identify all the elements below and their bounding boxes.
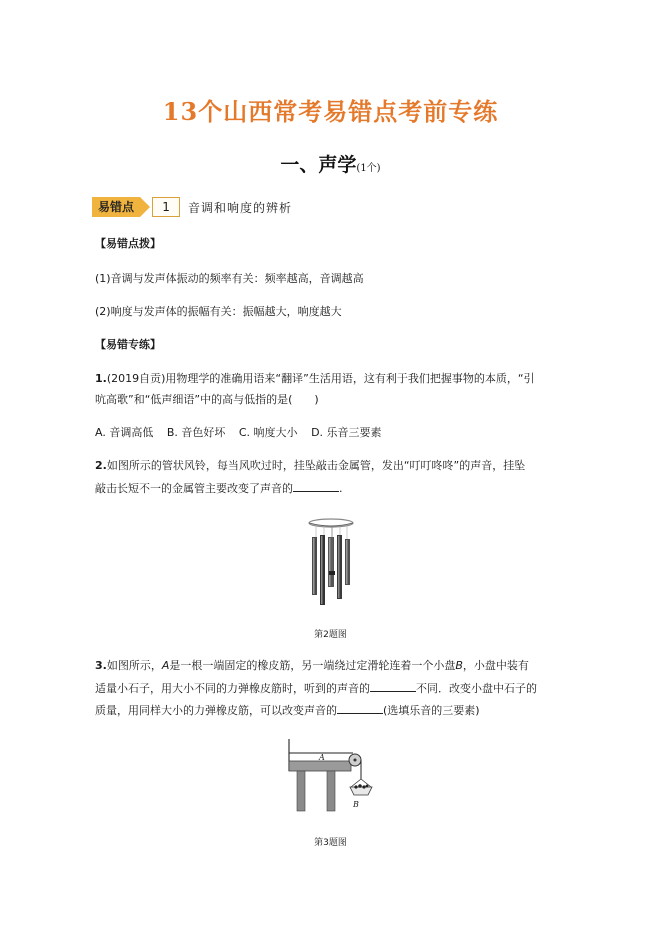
section-name: 一、声学 <box>280 154 357 176</box>
answer-blank <box>293 481 339 492</box>
section-title <box>0 150 661 177</box>
question-2-line-2: 敲击长短不一的金属管主要改变了声音的 . <box>95 482 343 495</box>
error-point-label: 易错点 <box>92 197 140 217</box>
question-3-line-3: 质量，用同样大小的力弹橡皮筋，可以改变声音的 (选填乐音的三要素) <box>95 704 480 717</box>
answer-blank <box>370 681 416 692</box>
question-3-line-1: 3.如图所示，A是一根一端固定的橡皮筋，另一端绕过定滑轮连着一个小盘B，小盘中装有 <box>95 659 529 672</box>
option-c: C. 响度大小 <box>238 426 298 439</box>
error-point-topic: 音调和响度的辨析 <box>188 200 293 215</box>
wind-chime-figure <box>306 515 356 610</box>
option-b: B. 音色好坏 <box>166 426 226 439</box>
question-3-line-2: 适量小石子，用大小不同的力弹橡皮筋时，听到的声音的 不同．改变小盘中石子的 <box>95 682 537 695</box>
question-2-number: 2. <box>95 459 107 472</box>
answer-blank <box>337 703 383 714</box>
question-2-line-1: 2.如图所示的管状风铃，每当风吹过时，挂坠敲击金属管，发出“叮叮咚咚”的声音，挂坠 <box>95 459 526 472</box>
tip-2: (2)响度与发声体的振幅有关：振幅越大，响度越大 <box>95 305 342 318</box>
error-point-badge <box>92 197 292 217</box>
tips-heading: 【易错点拨】 <box>95 237 161 250</box>
option-d: D. 乐音三要素 <box>311 426 382 439</box>
option-a: A. 音调高低 <box>95 426 154 439</box>
pulley-figure <box>287 737 377 813</box>
question-1-line-1: 1.(2019自贡)用物理学的准确用语来“翻译”生活用语，这有利于我们把握事物的本质，“引 <box>95 372 535 385</box>
label-a: A <box>319 753 325 762</box>
question-3-number: 3. <box>95 659 107 672</box>
figure-3-caption: 第3题图 <box>314 838 347 848</box>
badge-arrow-icon <box>140 197 150 217</box>
label-b: B <box>353 800 359 809</box>
question-1-options <box>95 426 392 440</box>
section-count: (1个) <box>356 163 381 174</box>
tip-1: (1)音调与发声体振动的频率有关：频率越高，音调越高 <box>95 272 364 285</box>
page-title: 13个山西常考易错点考前专练 <box>162 97 499 126</box>
question-1-line-2: 吭高歌”和“低声细语”中的高与低指的是( ) <box>95 393 319 406</box>
figure-2-caption: 第2题图 <box>314 630 347 640</box>
error-point-number: 1 <box>152 197 180 217</box>
question-1-number: 1. <box>95 372 107 385</box>
practice-heading: 【易错专练】 <box>95 338 161 351</box>
